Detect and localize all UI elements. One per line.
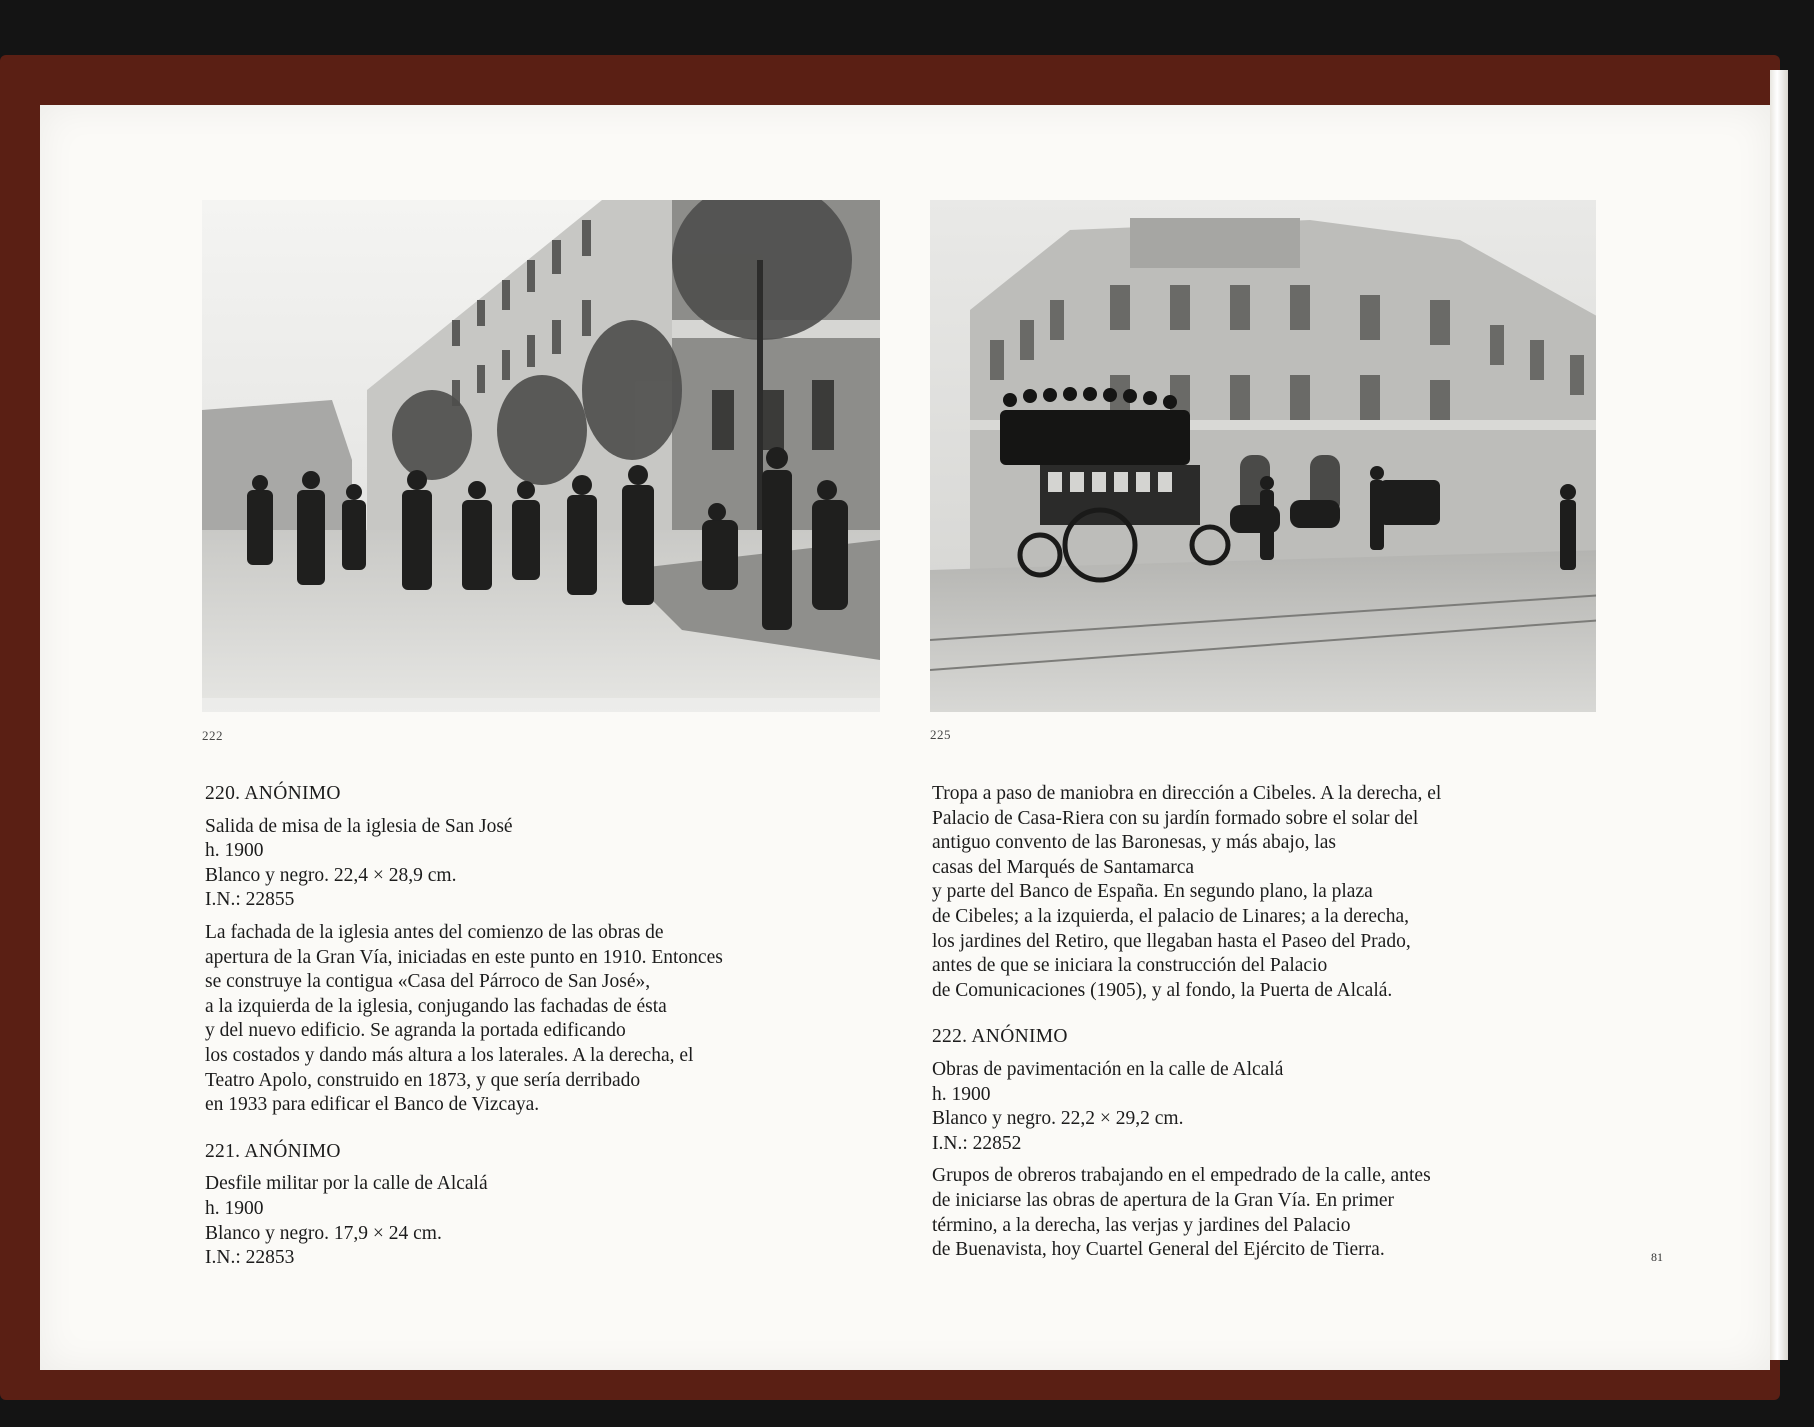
entry-221-desc-line: y parte del Banco de España. En segundo plano, la plaza xyxy=(932,881,1373,903)
entry-222-desc-line: de Buenavista, hoy Cuartel General del Ejército de Tierra. xyxy=(932,1239,1385,1261)
book-page-spread xyxy=(40,105,1770,1370)
entry-221-desc-line: los jardines del Retiro, que llegaban hasta el Paseo del Prado, xyxy=(932,930,1411,952)
entry-221-title: Desfile militar por la calle de Alcalá xyxy=(205,1173,488,1195)
entry-222-inventory: I.N.: 22852 xyxy=(932,1132,1022,1154)
entry-220-description xyxy=(205,921,865,1118)
entry-222-date: h. 1900 xyxy=(932,1083,991,1105)
entry-221-date: h. 1900 xyxy=(205,1197,264,1219)
page-folio: 81 xyxy=(1651,1250,1663,1264)
entry-222-desc-line: Grupos de obreros trabajando en el empedrado de la calle, antes xyxy=(932,1165,1431,1187)
entry-220-title: Salida de misa de la iglesia de San José xyxy=(205,815,513,837)
right-text-column xyxy=(932,782,1592,1263)
entry-220-desc-line: La fachada de la iglesia antes del comienzo de las obras de xyxy=(205,921,664,943)
entry-222-description xyxy=(932,1164,1592,1262)
photo-palace-omnibus xyxy=(930,200,1604,712)
entry-222-desc-line: término, a la derecha, las verjas y jardines del Palacio xyxy=(932,1214,1351,1236)
entry-220-technique: Blanco y negro. 22,4 × 28,9 cm. xyxy=(205,864,457,886)
entry-220-desc-line: y del nuevo edificio. Se agranda la portada edificando xyxy=(205,1020,626,1042)
entry-220-inventory: I.N.: 22855 xyxy=(205,889,295,911)
entry-220-desc-line: a la izquierda de la iglesia, conjugando las fachadas de ésta xyxy=(205,995,667,1017)
plate-number-right: 225 xyxy=(930,727,951,742)
entry-221-desc-line: de Cibeles; a la izquierda, el palacio de Linares; a la derecha, xyxy=(932,905,1409,927)
entry-221-heading: 221. ANÓNIMO xyxy=(205,1140,341,1162)
entry-220-desc-line: en 1933 para edificar el Banco de Vizcaya. xyxy=(205,1094,540,1116)
entry-222-technique: Blanco y negro. 22,2 × 29,2 cm. xyxy=(932,1108,1184,1130)
entry-221-inventory: I.N.: 22853 xyxy=(205,1247,295,1269)
entry-222-desc-line: de iniciarse las obras de apertura de la Gran Vía. En primer xyxy=(932,1189,1395,1211)
entry-221-desc-line: de Comunicaciones (1905), y al fondo, la Puerta de Alcalá. xyxy=(932,979,1393,1001)
entry-221-desc-line: antes de que se iniciara la construcción del Palacio xyxy=(932,955,1328,977)
entry-221-technique: Blanco y negro. 17,9 × 24 cm. xyxy=(205,1222,442,1244)
entry-220-desc-line: apertura de la Gran Vía, iniciadas en este punto en 1910. Entonces xyxy=(205,946,723,968)
entry-220-desc-line: Teatro Apolo, construido en 1873, y que sería derribado xyxy=(205,1069,641,1091)
entry-221-desc-line: antiguo convento de las Baronesas, y más abajo, las xyxy=(932,832,1336,854)
entry-221-description xyxy=(932,782,1592,1003)
entry-222-heading: 222. ANÓNIMO xyxy=(932,1026,1068,1048)
left-text-column xyxy=(205,782,865,1271)
entry-220-heading: 220. ANÓNIMO xyxy=(205,783,341,804)
entry-221-desc-line: Palacio de Casa-Riera con su jardín formado sobre el solar del xyxy=(932,807,1419,829)
entry-221-desc-line: Tropa a paso de maniobra en dirección a Cibeles. A la derecha, el xyxy=(932,783,1442,804)
photo-street-workers xyxy=(202,200,880,712)
entry-220-desc-line: se construye la contigua «Casa del Párroco de San José», xyxy=(205,971,651,993)
page-stack-edge xyxy=(1770,70,1788,1360)
plate-number-left: 222 xyxy=(202,728,223,743)
entry-222-title: Obras de pavimentación en la calle de Alcalá xyxy=(932,1058,1284,1080)
entry-220-desc-line: los costados y dando más altura a los laterales. A la derecha, el xyxy=(205,1044,694,1066)
entry-221-desc-line: casas del Marqués de Santamarca xyxy=(932,856,1195,878)
entry-220-date: h. 1900 xyxy=(205,840,264,862)
